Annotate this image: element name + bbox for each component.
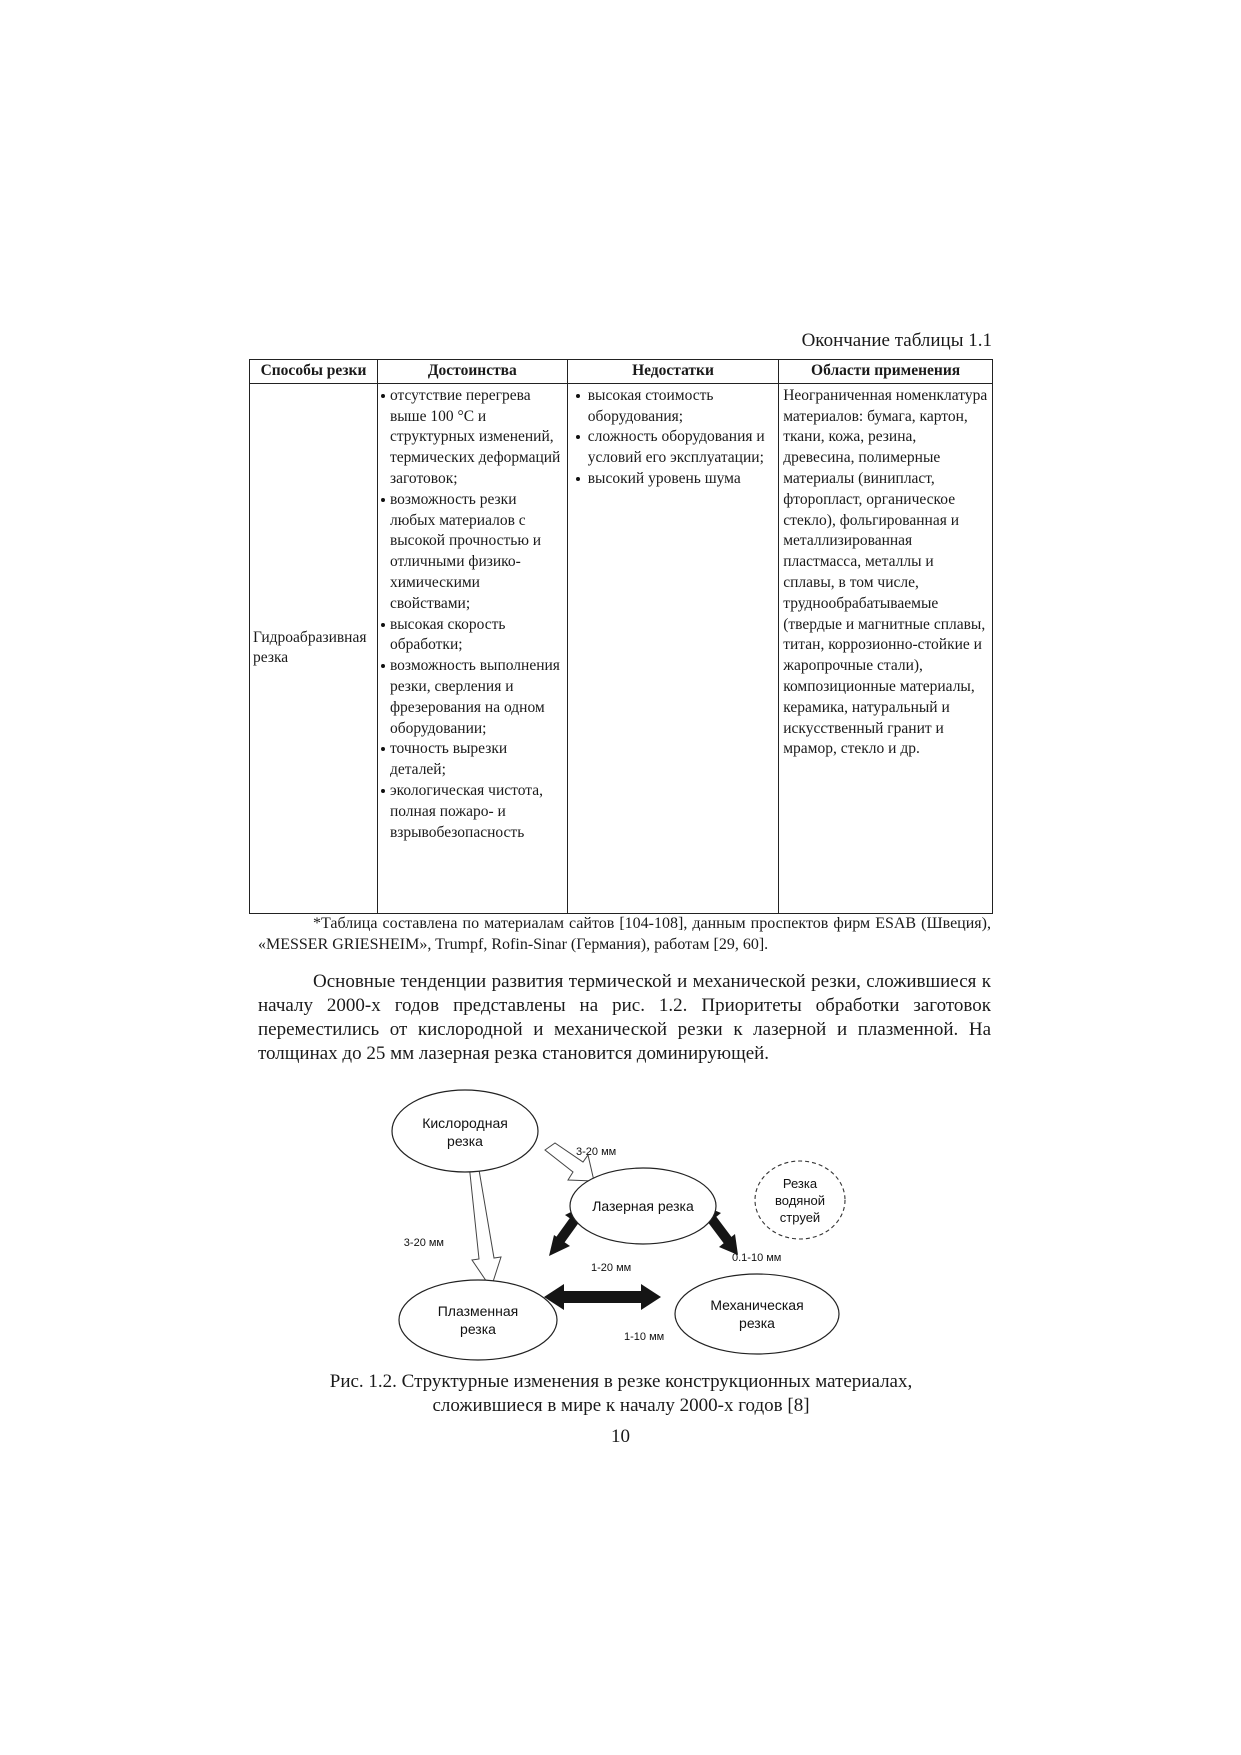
node-mechanical-cutting — [675, 1274, 839, 1354]
table-header-row — [250, 360, 993, 384]
node-plasma-cutting — [399, 1280, 557, 1360]
figure-caption-line1: Рис. 1.2. Структурные изменения в резке конструкционных материалах, — [329, 1371, 913, 1392]
header-applications: Области применения — [779, 360, 993, 384]
node-laser-cutting — [570, 1168, 716, 1244]
disadvantages-list — [572, 386, 775, 490]
list-item: точность вырезки деталей; — [380, 739, 563, 781]
double-arrow-plasma-mechanical — [544, 1284, 661, 1310]
table-footnote: *Таблица составлена по материалам сайтов [104-108], данным проспектов фирм ESAB (Швеция), «MESSER GRIESHEIM», Trumpf, Rofin-Sinar (Германия), работам [29, 60]. — [258, 915, 991, 953]
method-name-line1: Гидроабразивная — [253, 628, 367, 646]
node-label: Механическая — [710, 1297, 804, 1313]
figure-cutting-trends — [380, 1080, 900, 1370]
cell-applications: Неограниченная номенклатура материалов: бумага, картон, ткани, кожа, резина, древесина, полимерные материалы (винипласт, фторопласт, органическое стекло), фольгированная и металлизированная пластмасса, металлы и сплавы, в том числе, труднообрабатываемые (твердые и магнитные сплавы, титан, коррозионно-стойкие и жаропрочные стали), композиционные материалы, керамика, натуральный и искусственный гранит и мрамор, стекло и др. — [779, 383, 993, 913]
node-label: струей — [779, 1210, 821, 1225]
diagram-svg — [380, 1080, 900, 1370]
edge-label-oxygen-laser: 3-20 мм — [576, 1146, 617, 1158]
table-row — [250, 383, 993, 913]
node-label: водяной — [774, 1193, 826, 1208]
cell-method — [250, 383, 378, 913]
list-item: сложность оборудования и условий его эксплуатации; — [572, 427, 775, 469]
header-disadvantages: Недостатки — [567, 360, 779, 384]
edge-label-oxygen-plasma: 3-20 мм — [403, 1237, 444, 1249]
cell-disadvantages — [567, 383, 779, 913]
node-oxygen-cutting — [392, 1090, 538, 1172]
node-label: Кислородная — [422, 1115, 508, 1131]
edge-label-laser-mechanical: 0.1-10 мм — [732, 1252, 782, 1264]
cutting-methods-table — [249, 359, 993, 914]
list-item: высокая скорость обработки; — [380, 615, 563, 657]
header-advantages: Достоинства — [377, 360, 567, 384]
header-methods: Способы резки — [250, 360, 378, 384]
edge-label-laser-plasma: 1-20 мм — [591, 1262, 632, 1274]
list-item: отсутствие перегрева выше 100 °С и структурных изменений, термических деформаций заготовок; — [380, 386, 563, 490]
node-label: Лазерная резка — [592, 1198, 694, 1214]
method-name-line2: резка — [253, 649, 289, 667]
table-caption: Окончание таблицы 1.1 — [801, 330, 992, 351]
node-label: Резка — [782, 1176, 818, 1191]
node-label: резка — [447, 1133, 483, 1149]
body-paragraph: Основные тенденции развития термической и механической резки, сложившиеся к началу 2000-х годов представлены на рис. 1.2. Приоритеты обработки заготовок переместились от кислородной и механической резки к лазерной и плазменной. На толщинах до 25 мм лазерная резка становится доминирующей. — [258, 971, 991, 1064]
list-item: высокая стоимость оборудования; — [572, 386, 775, 428]
list-item: возможность выполнения резки, сверления и фрезерования на одном оборудовании; — [380, 656, 563, 739]
advantages-list — [380, 386, 563, 844]
figure-caption-line2: сложившиеся в мире к началу 2000-х годов [8] — [432, 1395, 810, 1416]
list-item: высокий уровень шума — [572, 469, 775, 490]
node-label: резка — [739, 1315, 775, 1331]
list-item: возможность резки любых материалов с высокой прочностью и отличными физико-химическими свойствами; — [380, 490, 563, 615]
hollow-arrow-oxygen-plasma — [469, 1164, 501, 1288]
node-label: резка — [460, 1321, 496, 1337]
edge-label-plasma-mechanical: 1-10 мм — [624, 1331, 665, 1343]
cell-advantages — [377, 383, 567, 913]
page-number: 10 — [611, 1426, 630, 1447]
node-water-jet-cutting — [755, 1161, 845, 1239]
figure-caption — [249, 1370, 993, 1418]
list-item: экологическая чистота, полная пожаро- и взрывобезопасность — [380, 781, 563, 843]
node-label: Плазменная — [437, 1303, 519, 1319]
